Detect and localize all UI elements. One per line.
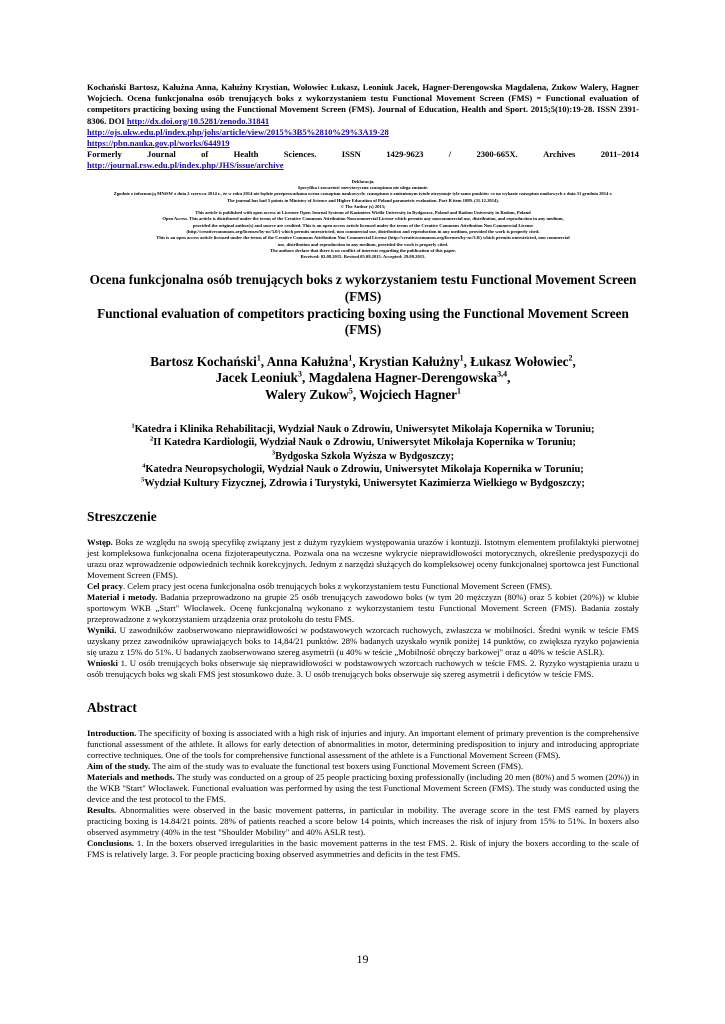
author-separator: , [352,387,360,403]
citation-text: Kochański Bartosz, Kałużna Anna, Kałużny Krystian, Wołowiec Łukasz, Leoniuk Jacek, Hagner-Derengowska Magdalena, Zukow Walery, Hagner Wojciech. Ocena funkcjonalna osób trenujących boks z wykorzystaniem testu Functional Movement Screen (FMS) = Functional evaluation of competitors practicing boxing using the Functional Movement Screen (FMS). Journal of Education, Health and Sport. 2015;5(10):19-28. ISSN 2391-8306. DOI [87,82,639,126]
paragraph-text: Boks ze względu na swoją specyfikę związany jest z dużym ryzykiem występowania urazów i kontuzji. Istotnym elementem profilaktyki pierwotnej jest kompleksowa funkcjonalna ocena fizjoterapeutyczna. Pozwala ona na wczesne wykrycie nieprawidłowości motorycznych, określenie predyspozycji do urazu oraz wprowadzenie odpowiednich technik korekcyjnych. Jednym z narzędzi służących do kompleksowej oceny funkcjonalnej sportowca jest Functional Movement Screen (FMS). [87,536,639,580]
declaration-line: use, distribution and reproduction in any medium, provided the work is properly cited. [277,241,449,247]
affiliation [87,423,639,437]
declaration-line: provided the original author(s) and source are credited. This is an open access article licensed under the terms of the Creative Commons Attribution Non Commercial License [192,222,534,228]
author-name: Walery Zukow [265,387,349,403]
paragraph-label: Materials and methods. [87,771,175,782]
author-separator: , [507,370,511,386]
declaration-line: This is an open access article licensed under the terms of the Creative Commons Attribution Non Commercial License (http://creativecommons.org/licenses/by-nc/3.0/) which permits unrestricted, non commercial [156,235,570,241]
declaration-line: The journal has had 5 points in Ministry of Science and Higher Education of Poland parametric evaluation. Part B item 1089. (31.12.2014). [227,197,499,203]
abstract-paragraph [87,772,639,805]
author-affil-sup: 1 [256,353,261,363]
author-name: Bartosz Kochański [150,353,257,369]
abstract-paragraph [87,838,639,860]
affiliation [87,450,639,464]
abstract-paragraph [87,728,639,761]
declaration-line: The authors declare that there is no conflict of interests regarding the publication of this paper. [270,247,456,253]
paragraph-text: . Celem pracy jest ocena funkcjonalna osób trenujących boks z wykorzystaniem testu Functional Movement Screen (FMS). [122,580,553,591]
paragraph-label: Cel pracy [87,580,123,591]
formerly-word: ISSN [341,149,361,160]
declaration-line: Zgodnie z informacją MNiSW z dnia 2 czerwca 2014 r., że w roku 2014 nie będzie przeprowadzana ocena czasopism naukowych; czasopismo o zmienionym tytule otrzymuje tyle samo punktów co na wykazie czasopism naukowych z dnia 31 grudnia 2014 r. [113,191,613,197]
paragraph-text: 1. U osób trenujących boks obserwuje się nieprawidłowości w podstawowych wzorcach ruchowych w teście FMS. 2. Ryzyko wystąpienia urazu u osób trenujących boks wg skali FMS jest stosunkowo duże. 3. U osób trenujących boks obserwuje się szereg asymetrii i deficytów w teście FMS. [87,657,639,679]
abstract-body [87,728,639,860]
streszczenie-paragraph [87,537,639,581]
affiliation-text: Bydgoska Szkoła Wyższa w Bydgoszczy; [275,450,455,462]
article-first-page [87,82,639,860]
paragraph-text: 1. In the boxers observed irregularities in the basic movement patterns in the test FMS. 2. Risk of injury the boxers according to the scale of FMS is relatively large. 3. For people practicing boxing observed asymmetries and deficits in the test FMS. [87,837,639,859]
affiliation-sup: 4 [142,462,146,470]
affiliation-text: Wydział Kultury Fizycznej, Zdrowia i Turystyki, Uniwersytet Kazimierza Wielkiego w Bydgoszczy; [144,478,585,490]
affiliation-sup: 2 [150,435,154,443]
paragraph-text: The aim of the study was to evaluate the functional test boxers using Functional Movement Screen (FMS). [150,760,524,771]
affiliation-sup: 3 [271,449,276,457]
formerly-word: Sciences. [283,149,317,160]
citation-block [87,82,639,149]
formerly-word: Journal [147,149,176,160]
author-name: Wojciech Hagner [359,387,458,403]
formerly-word: Health [233,149,259,160]
formerly-word: / [448,149,452,160]
affiliation-text: Katedra Neuropsychologii, Wydział Nauk o Zdrowiu, Uniwersytet Mikołaja Kopernika w Toruniu; [145,464,584,476]
doi-link[interactable]: http://dx.doi.org/10.5281/zenodo.31841 [126,115,270,126]
paragraph-text: The specificity of boxing is associated with a high risk of injuries and injury. An important element of primary prevention is the comprehensive functional assessment of the athlete. It allows for early detection of abnormalities in motor, determining predisposition to injury and introducing appropriate corrective techniques. One of the tools for comprehensive functional assessment of the athlete is a Functional Movement Screen (FMS). [87,727,639,760]
declaration-line: © The Author (s) 2015; [340,203,386,209]
declaration-block [87,179,639,261]
title-polish: Ocena funkcjonalna osób trenujących boks z wykorzystaniem testu Functional Movement Screen (FMS) [89,272,637,305]
affiliation [87,436,639,450]
author-name: Anna Kałużna [266,353,349,369]
paragraph-text: Badania przeprowadzono na grupie 25 osób trenujących zawodowo boks (w tym 20 mężczyzn (80%) oraz 5 kobiet (20%)) w klubie sportowym WKB „Start" Włocławek. Ocenę funkcjonalną wykonano z wykorzystaniem testu Functional Movement Screen (FMS). Badania zostały przeprowadzone z wykorzystaniem urządzenia oraz protokołu do testu FMS. [87,591,639,624]
paragraph-label: Wyniki. [87,624,117,635]
abstract-paragraph [87,761,639,772]
author-affil-sup: 2 [568,353,573,363]
author-list [87,354,639,404]
abstract-paragraph [87,805,639,838]
author-affil-sup: 1 [348,353,353,363]
paragraph-label: Conclusions. [87,837,135,848]
author-separator: , [352,353,359,369]
declaration-line: Open Access. This article is distributed under the terms of the Creative Commons Attribution Noncommercial License which permits any noncommercial use, distribution, and reproduction in any medium, [162,216,564,222]
affiliation-list [87,423,639,491]
author-affil-sup: 1 [459,353,464,363]
archive-line [87,160,639,171]
formerly-line [87,149,639,160]
archive-link[interactable]: http://journal.rsw.edu.pl/index.php/JHS/issue/archive [87,160,284,171]
streszczenie-paragraph [87,625,639,658]
title-english: Functional evaluation of competitors practicing boxing using the Functional Movement Screen (FMS) [97,305,629,338]
declaration-line: Received: 02.08.2015. Revised 05.09.2015. Accepted: 29.09.2015. [300,254,426,260]
affiliation-text: Katedra i Klinika Rehabilitacji, Wydział Nauk o Zdrowiu, Uniwersytet Mikołaja Kopernika w Toruniu; [134,423,595,435]
formerly-word: of [201,149,209,160]
affiliation-sup: 1 [131,422,135,430]
formerly-word: Archives [543,149,576,160]
author-affil-sup: 3,4 [497,370,508,380]
formerly-word: 2011–2014 [600,149,639,160]
affiliation [87,477,639,491]
pbn-link[interactable]: https://pbn.nauka.gov.pl/works/644919 [87,138,230,149]
paragraph-text: Abnormalities were observed in the basic movement patterns, in particular in mobility. The average score in the test FMS earned by players practicing boxing is 14.84/21 points. 28% of patients reached a score below 14 points, which increases the risk of injury from 15% to 51%. In boxers also observed asymmetry (40% in the test "Shoulder Mobility" and 40% ASLR test). [87,804,639,837]
paragraph-text: U zawodników zaobserwowano nieprawidłowości w podstawowych wzorcach ruchowych, zwłaszcza w mobilności. Średni wynik w teście FMS uzyskany przez zawodników uprawiających boks to 14,84/21 punktów. 28% badanych uzyskało wynik poniżej 14 punktów, co zwiększa ryzyko pojawienia się urazu z 15% do 51%. U badanych zaobserwowano szereg asymetrii (u 40% w teście „Mobilność obręczy barkowej" oraz u 40% w teście ASLR). [87,624,639,657]
paragraph-label: Results. [87,804,117,815]
article-title [87,272,639,338]
formerly-word: 1429-9623 [386,149,424,160]
author-separator: , [260,353,267,369]
streszczenie-paragraph [87,581,639,592]
paragraph-label: Introduction. [87,727,137,738]
affiliation-sup: 5 [141,476,145,484]
author-affil-sup: 5 [348,386,353,396]
author-name: Łukasz Wołowiec [470,353,569,369]
author-name: Krystian Kałużny [358,353,460,369]
affiliation-text: II Katedra Kardiologii, Wydział Nauk o Zdrowiu, Uniwersytet Mikołaja Kopernika w Toruniu; [153,437,576,449]
author-name: Magdalena Hagner-Derengowska [308,370,498,386]
paragraph-label: Aim of the study. [87,760,151,771]
streszczenie-paragraph [87,658,639,680]
declaration-line: This article is published with open access at Licensee Open Journal Systems of Kazimierz Wielki University in Bydgoszcz, Poland and Radom University in Radom, Poland [195,210,531,216]
author-name: Jacek Leoniuk [215,370,299,386]
declaration-line: (http://creativecommons.org/licenses/by-nc/3.0/) which permits unrestricted, non commercial use, distribution and reproduction in any medium, provided the work is properly cited. [186,229,540,234]
streszczenie-paragraph [87,592,639,625]
formerly-word: 2300-665X. [476,149,518,160]
declaration-line: Deklaracja. [351,178,375,184]
paragraph-label: Materiał i metody. [87,591,158,602]
paragraph-label: Wstęp. [87,536,113,547]
ojs-link[interactable]: http://ojs.ukw.edu.pl/index.php/johs/article/view/2015%3B5%2810%29%3A19-28 [87,126,389,137]
affiliation [87,463,639,477]
abstract-heading: Abstract [87,699,137,715]
streszczenie-body [87,537,639,680]
page-number: 19 [356,952,369,966]
author-affil-sup: 1 [457,386,461,396]
author-affil-sup: 3 [298,370,302,380]
author-separator: , [572,353,576,369]
author-separator: , [463,353,471,369]
streszczenie-heading: Streszczenie [87,508,157,524]
paragraph-label: Wnioski [87,657,118,668]
formerly-word: Formerly [87,149,122,160]
author-separator: , [301,370,309,386]
declaration-line: Specyfika i zawartość merytoryczna czasopisma nie ulega zmianie. [297,184,429,190]
paragraph-text: The study was conducted on a group of 25 people practicing boxing professionally (including 20 men (80%) and 5 women (20%)) in the WKB "Start" Włocławek. Functional evaluation was performed by using the test Functional Movement Screen (FMS). The study was conducted using the device and the test protocol to the FMS. [87,771,640,804]
